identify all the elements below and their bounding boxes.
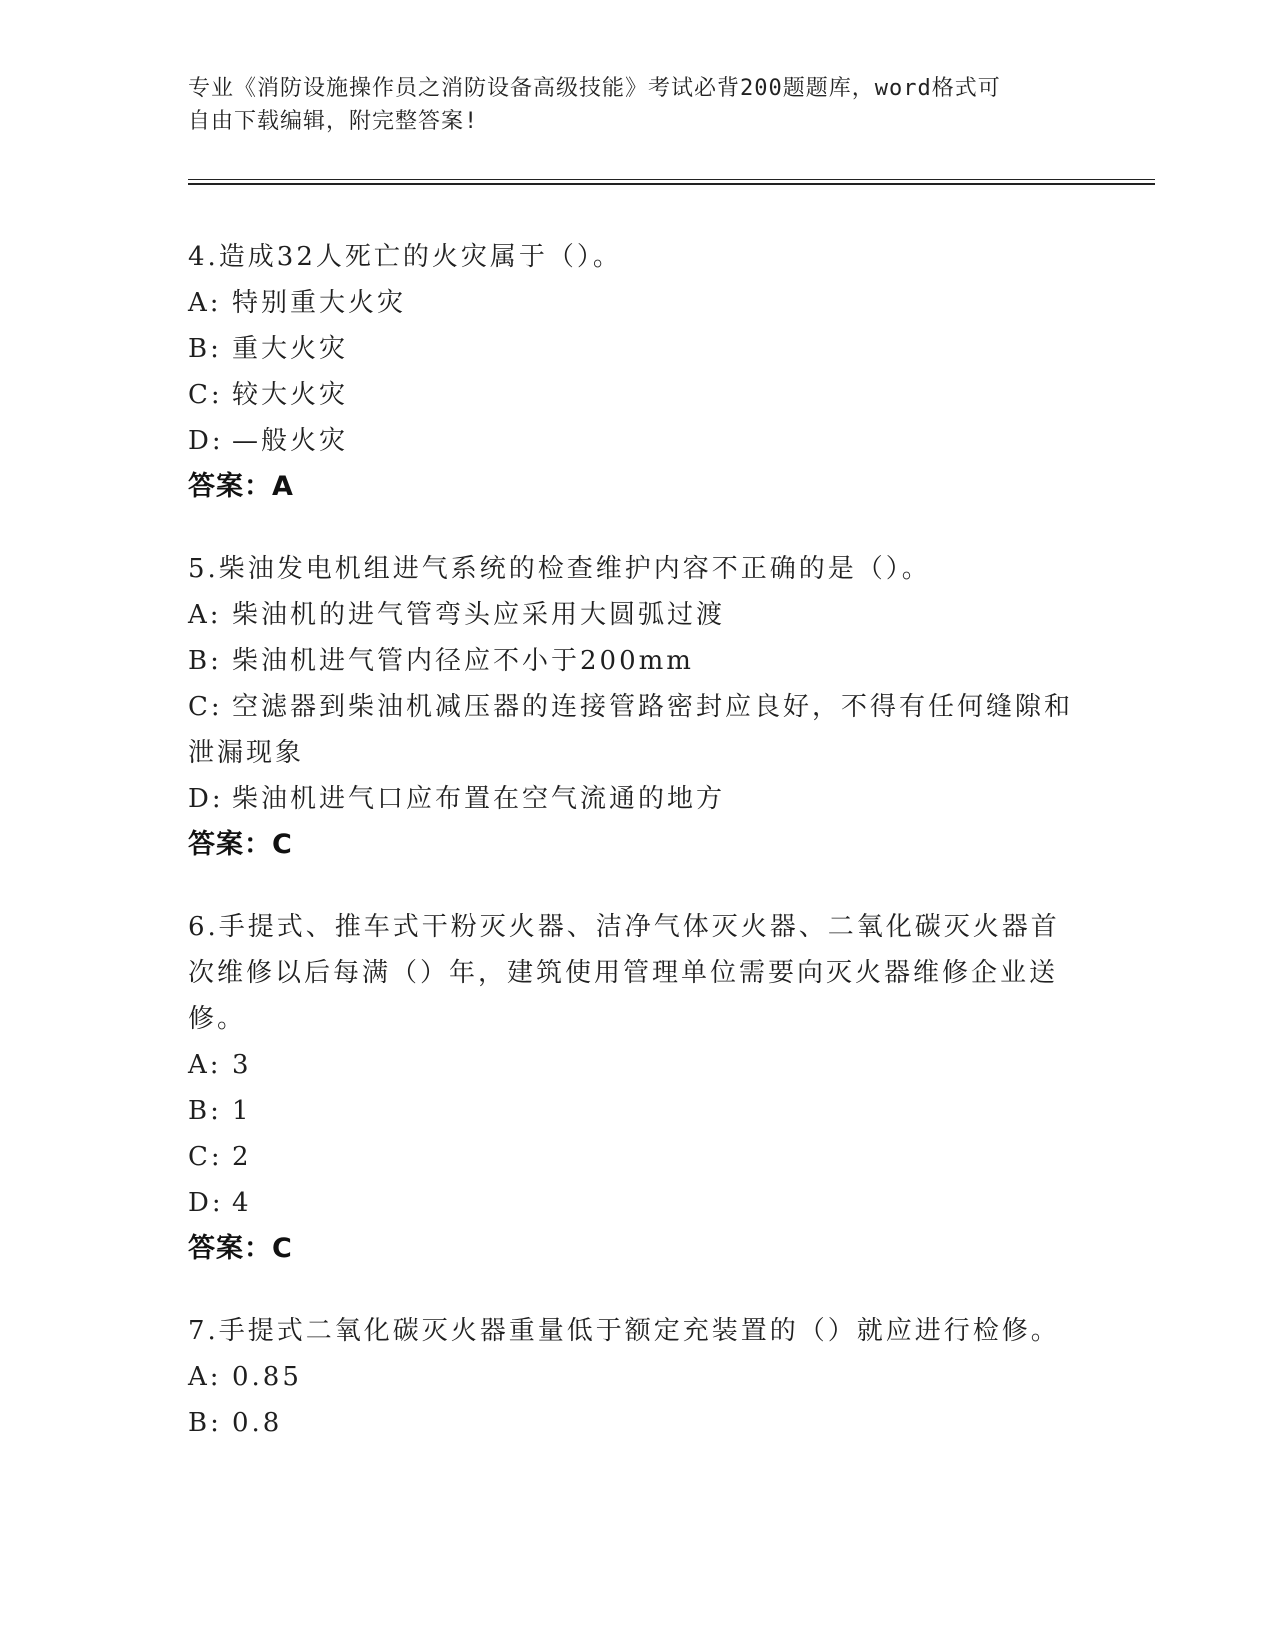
option-key: B: (188, 646, 222, 676)
option-key: B: (188, 1096, 222, 1126)
option-c (188, 372, 1088, 418)
option-key: A: (188, 600, 222, 630)
option-b (188, 1088, 1088, 1134)
answer-text: 答案：C (188, 829, 293, 860)
option-text: 重大火灾 (232, 334, 349, 364)
option-text: 4 (232, 1188, 252, 1218)
option-d (188, 1180, 1088, 1226)
option-key: D: (188, 1188, 224, 1218)
document-header (188, 72, 1068, 138)
option-a (188, 1354, 1088, 1400)
option-text: 柴油机进气管内径应不小于200mm (232, 646, 694, 676)
option-key: C: (188, 692, 223, 722)
option-a (188, 280, 1088, 326)
option-text: 较大火灾 (232, 380, 349, 410)
option-text: 1 (232, 1096, 252, 1126)
option-b (188, 326, 1088, 372)
option-c (188, 1134, 1088, 1180)
option-key: C: (188, 380, 223, 410)
option-text: 0.85 (232, 1362, 302, 1392)
option-text: —般火灾 (232, 426, 349, 456)
header-divider-thick (188, 183, 1155, 185)
question-item (188, 234, 1088, 510)
question-item (188, 904, 1088, 1272)
option-text: 3 (232, 1050, 252, 1080)
option-text: 2 (232, 1142, 252, 1172)
answer-text: 答案：A (188, 471, 294, 502)
question-item (188, 546, 1088, 868)
option-key: A: (188, 288, 222, 318)
option-text: 柴油机进气口应布置在空气流通的地方 (232, 784, 726, 814)
option-text: 空滤器到柴油机减压器的连接管路密封应良好，不得有任何缝隙和泄漏现象 (188, 692, 1074, 768)
option-a (188, 1042, 1088, 1088)
header-title-line1: 专业《消防设施操作员之消防设备高级技能》考试必背200题题库，word格式可 (188, 76, 1001, 101)
option-text: 特别重大火灾 (232, 288, 407, 318)
option-text: 0.8 (232, 1408, 283, 1438)
option-key: B: (188, 1408, 222, 1438)
option-a (188, 592, 1088, 638)
answer-text: 答案：C (188, 1233, 293, 1264)
question-text: 4.造成32人死亡的火灾属于（）。 (188, 242, 622, 272)
option-key: A: (188, 1050, 222, 1080)
option-b (188, 638, 1088, 684)
option-key: D: (188, 784, 224, 814)
option-key: C: (188, 1142, 223, 1172)
option-key: D: (188, 426, 224, 456)
option-d (188, 418, 1088, 464)
option-key: A: (188, 1362, 222, 1392)
option-b (188, 1400, 1088, 1446)
option-text: 柴油机的进气管弯头应采用大圆弧过渡 (232, 600, 726, 630)
option-key: B: (188, 334, 222, 364)
question-text: 5.柴油发电机组进气系统的检查维护内容不正确的是（）。 (188, 554, 931, 584)
option-d (188, 776, 1088, 822)
header-title-line2: 自由下载编辑，附完整答案! (188, 109, 479, 134)
question-item (188, 1308, 1088, 1446)
option-c (188, 684, 1088, 776)
question-text: 7.手提式二氧化碳灭火器重量低于额定充装置的（）就应进行检修。 (188, 1316, 1060, 1346)
header-divider-thin (188, 179, 1155, 180)
question-text: 6.手提式、推车式干粉灭火器、洁净气体灭火器、二氧化碳灭火器首次维修以后每满（）年，建筑使用管理单位需要向灭火器维修企业送修。 (188, 912, 1060, 1034)
question-list (188, 234, 1088, 1482)
